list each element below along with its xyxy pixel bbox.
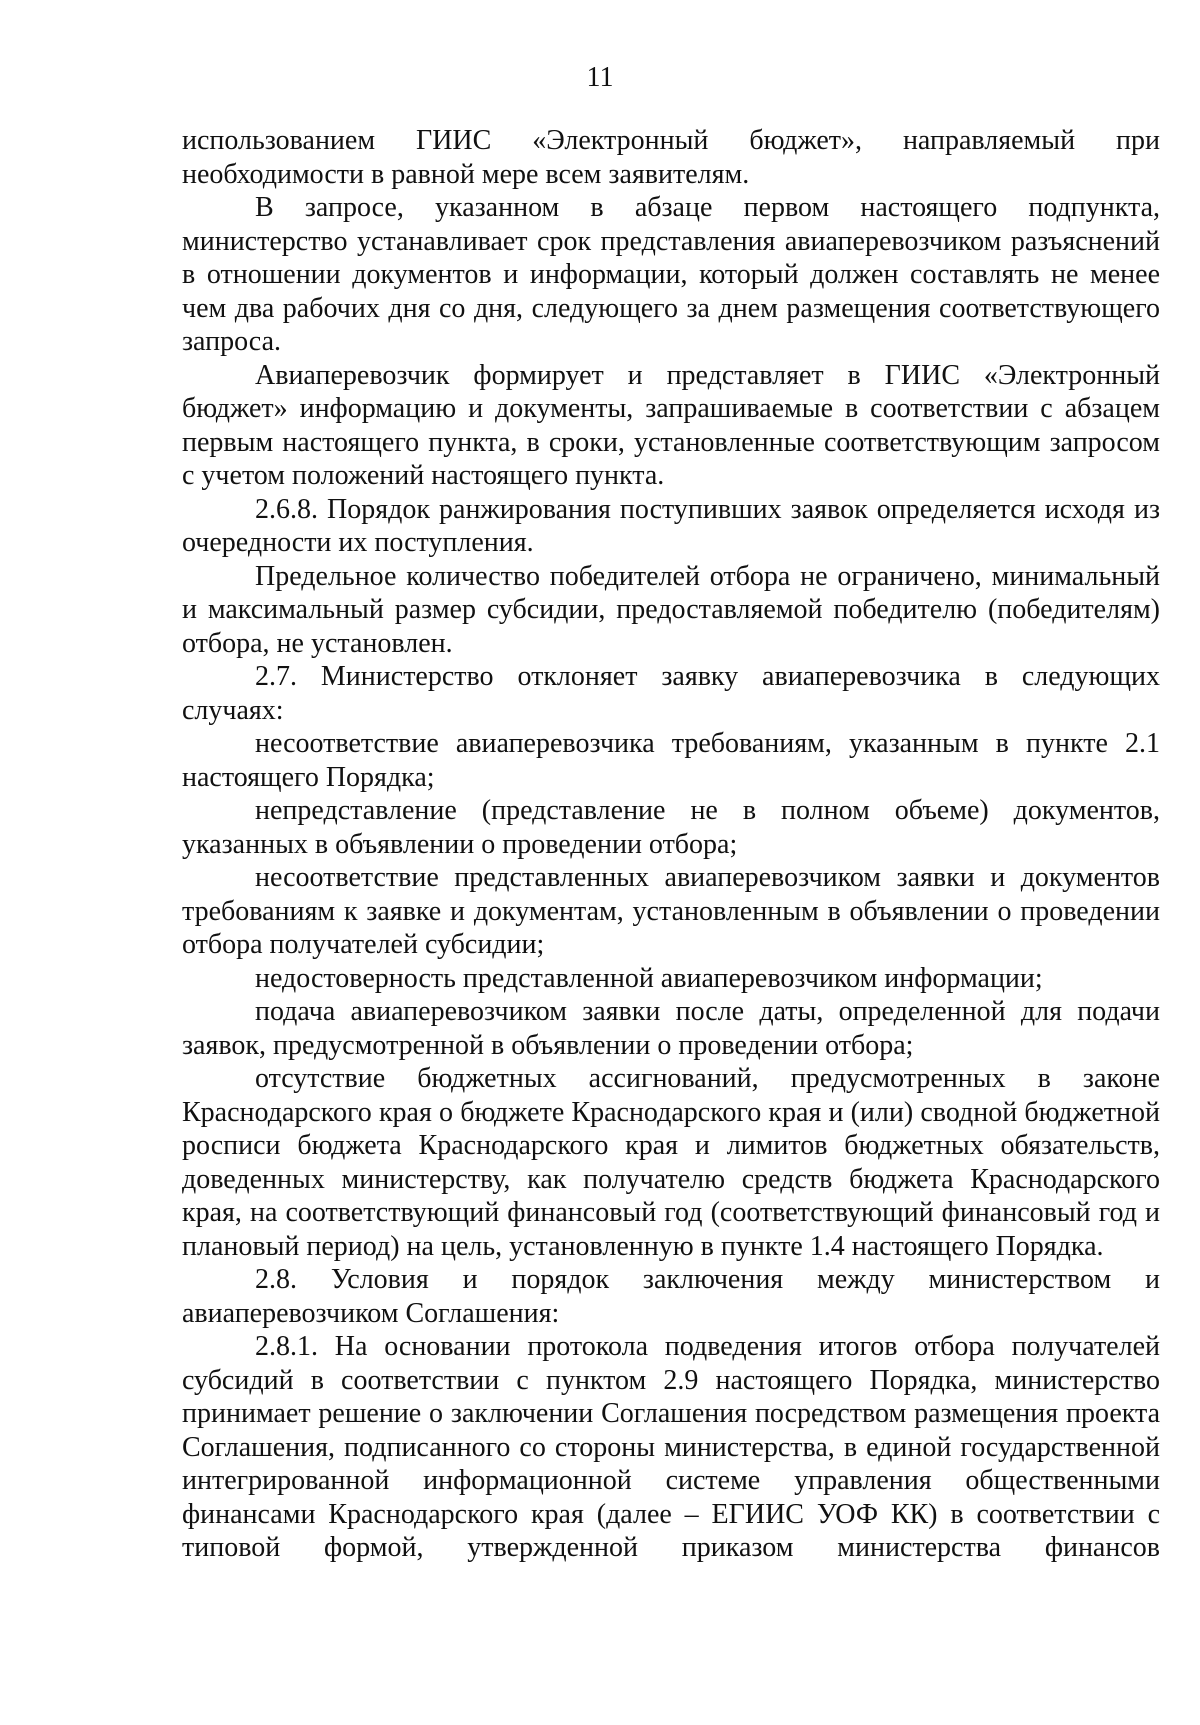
paragraph-7: несоответствие авиаперевозчика требованиям, указанным в пункте 2.1 настоящего Порядка;: [182, 728, 1160, 793]
paragraph-2: В запросе, указанном в абзаце первом настоящего подпункта, министерство устанавливает срок представления авиаперевозчиком разъяснений в отношении документов и информации, который должен составлять не менее чем два рабочих дня со дня, следующего за днем размещения соответствующего запроса.: [182, 192, 1160, 357]
paragraph-8: непредставление (представление не в полном объеме) документов, указанных в объявлении о проведении отбора;: [182, 795, 1160, 860]
paragraph-5: Предельное количество победителей отбора не ограничено, минимальный и максимальный размер субсидии, предоставляемой победителю (победителям) отбора, не установлен.: [182, 560, 1160, 659]
paragraph-9: несоответствие представленных авиаперевозчиком заявки и документов требованиям к заявке и документам, установленным в объявлении о проведении отбора получателей субсидии;: [182, 862, 1160, 960]
paragraph-1: использованием ГИИС «Электронный бюджет», направляемый при необходимости в равной мере всем заявителям.: [182, 125, 1160, 190]
page-number: 11: [586, 62, 614, 93]
document-body: [182, 124, 1160, 1565]
paragraph-12: отсутствие бюджетных ассигнований, предусмотренных в законе Краснодарского края о бюджете Краснодарского края и (или) сводной бюджетной росписи бюджета Краснодарского края и лимитов бюджетных обязательств, доведенных министерству, как получателю средств бюджета Краснодарского края, на соответствующий финансовый год (соответствующий финансовый год и плановый период) на цель, установленную в пункте 1.4 настоящего Порядка.: [182, 1063, 1160, 1262]
paragraph-11: подача авиаперевозчиком заявки после даты, определенной для подачи заявок, предусмотренной в объявлении о проведении отбора;: [182, 996, 1160, 1061]
paragraph-6: 2.7. Министерство отклоняет заявку авиаперевозчика в следующих случаях:: [182, 661, 1160, 726]
paragraph-10: недостоверность представленной авиаперевозчиком информации;: [255, 962, 1043, 994]
paragraph-13: 2.8. Условия и порядок заключения между министерством и авиаперевозчиком Соглашения:: [182, 1264, 1160, 1329]
paragraph-14: 2.8.1. На основании протокола подведения итогов отбора получателей субсидий в соответствии с пунктом 2.9 настоящего Порядка, министерство принимает решение о заключении Соглашения посредством размещения проекта Соглашения, подписанного со стороны министерства, в единой государственной интегрированной информационной системе управления общественными финансами Краснодарского края (далее – ЕГИИС УОФ КК) в соответствии с типовой формой, утвержденной приказом министерства финансов: [182, 1331, 1160, 1563]
paragraph-4: 2.6.8. Порядок ранжирования поступивших заявок определяется исходя из очередности их поступления.: [182, 493, 1160, 558]
paragraph-3: Авиаперевозчик формирует и представляет в ГИИС «Электронный бюджет» информацию и документы, запрашиваемые в соответствии с абзацем первым настоящего пункта, в сроки, установленные соответствующим запросом с учетом положений настоящего пункта.: [182, 359, 1160, 491]
